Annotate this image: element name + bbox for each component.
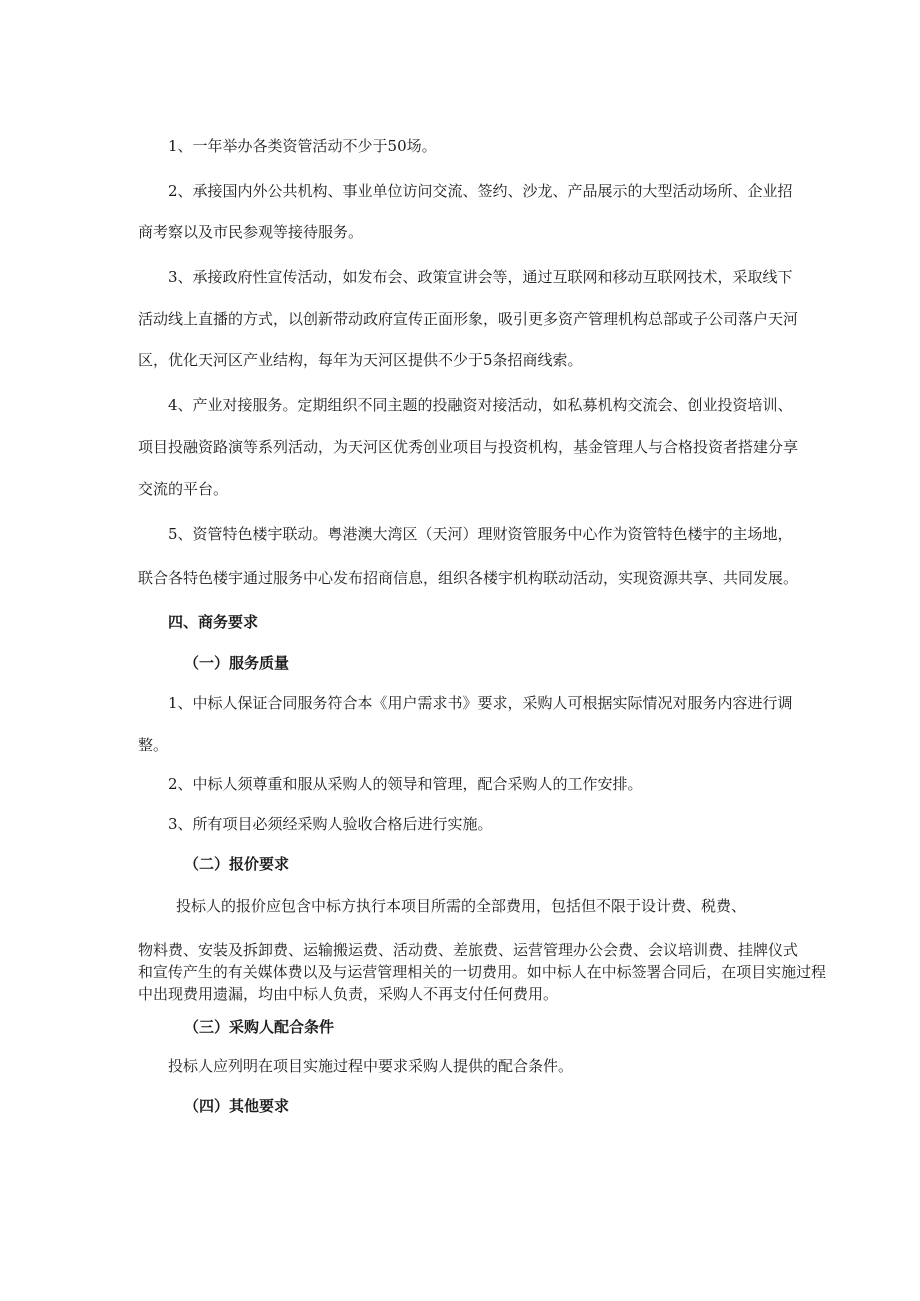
item-2-line-1: 2、承接国内外公共机构、事业单位访问交流、签约、沙龙、产品展示的大型活动场所、企业招 (168, 182, 793, 200)
section-4-heading: 四、商务要求 (168, 613, 259, 631)
sub2-line-2: 物料费、安装及拆卸费、运输搬运费、活动费、差旅费、运营管理办公会费、会议培训费、挂牌仪式 (138, 941, 799, 959)
sub1-item-1-line-2: 整。 (138, 736, 169, 754)
sub2-line-3: 和宣传产生的有关媒体费以及与运营管理相关的一切费用。如中标人在中标签署合同后，在项目实施过程 (138, 963, 827, 981)
item-4-line-2: 项目投融资路演等系列活动，为天河区优秀创业项目与投资机构，基金管理人与合格投资者搭建分享 (138, 438, 799, 456)
subsection-3-heading: （三）采购人配合条件 (184, 1018, 335, 1036)
item-3-line-1: 3、承接政府性宣传活动，如发布会、政策宣讲会等，通过互联网和移动互联网技术，采取线下 (168, 268, 793, 286)
sub2-line-4: 中出现费用遗漏，均由中标人负责，采购人不再支付任何费用。 (138, 985, 559, 1003)
sub1-item-3-line-1: 3、所有项目必须经采购人验收合格后进行实施。 (168, 815, 493, 833)
item-4-line-3: 交流的平台。 (138, 480, 229, 498)
sub3-line-1: 投标人应列明在项目实施过程中要求采购人提供的配合条件。 (168, 1057, 574, 1075)
item-2-line-2: 商考察以及市民参观等接待服务。 (138, 223, 364, 241)
item-1-line-1: 1、一年举办各类资管活动不少于50场。 (168, 137, 437, 155)
subsection-1-heading: （一）服务质量 (184, 654, 290, 672)
item-4-line-1: 4、产业对接服务。定期组织不同主题的投融资对接活动，如私募机构交流会、创业投资培训、 (168, 396, 793, 414)
subsection-2-heading: （二）报价要求 (184, 855, 290, 873)
item-5-line-2: 联合各特色楼宇通过服务中心发布招商信息，组织各楼宇机构联动活动，实现资源共享、共同发展。 (138, 569, 799, 587)
sub1-item-2-line-1: 2、中标人须尊重和服从采购人的领导和管理，配合采购人的工作安排。 (168, 775, 643, 793)
item-3-line-2: 活动线上直播的方式，以创新带动政府宣传正面形象，吸引更多资产管理机构总部或子公司落户天河 (138, 310, 799, 328)
sub1-item-1-line-1: 1、中标人保证合同服务符合本《用户需求书》要求，采购人可根据实际情况对服务内容进行调 (168, 694, 793, 712)
sub2-line-1: 投标人的报价应包含中标方执行本项目所需的全部费用，包括但不限于设计费、税费、 (176, 897, 747, 915)
subsection-4-heading: （四）其他要求 (184, 1097, 290, 1115)
item-3-line-3: 区，优化天河区产业结构，每年为天河区提供不少于5条招商线索。 (138, 351, 583, 369)
item-5-line-1: 5、资管特色楼宇联动。粤港澳大湾区（天河）理财资管服务中心作为资管特色楼宇的主场地， (168, 525, 793, 543)
